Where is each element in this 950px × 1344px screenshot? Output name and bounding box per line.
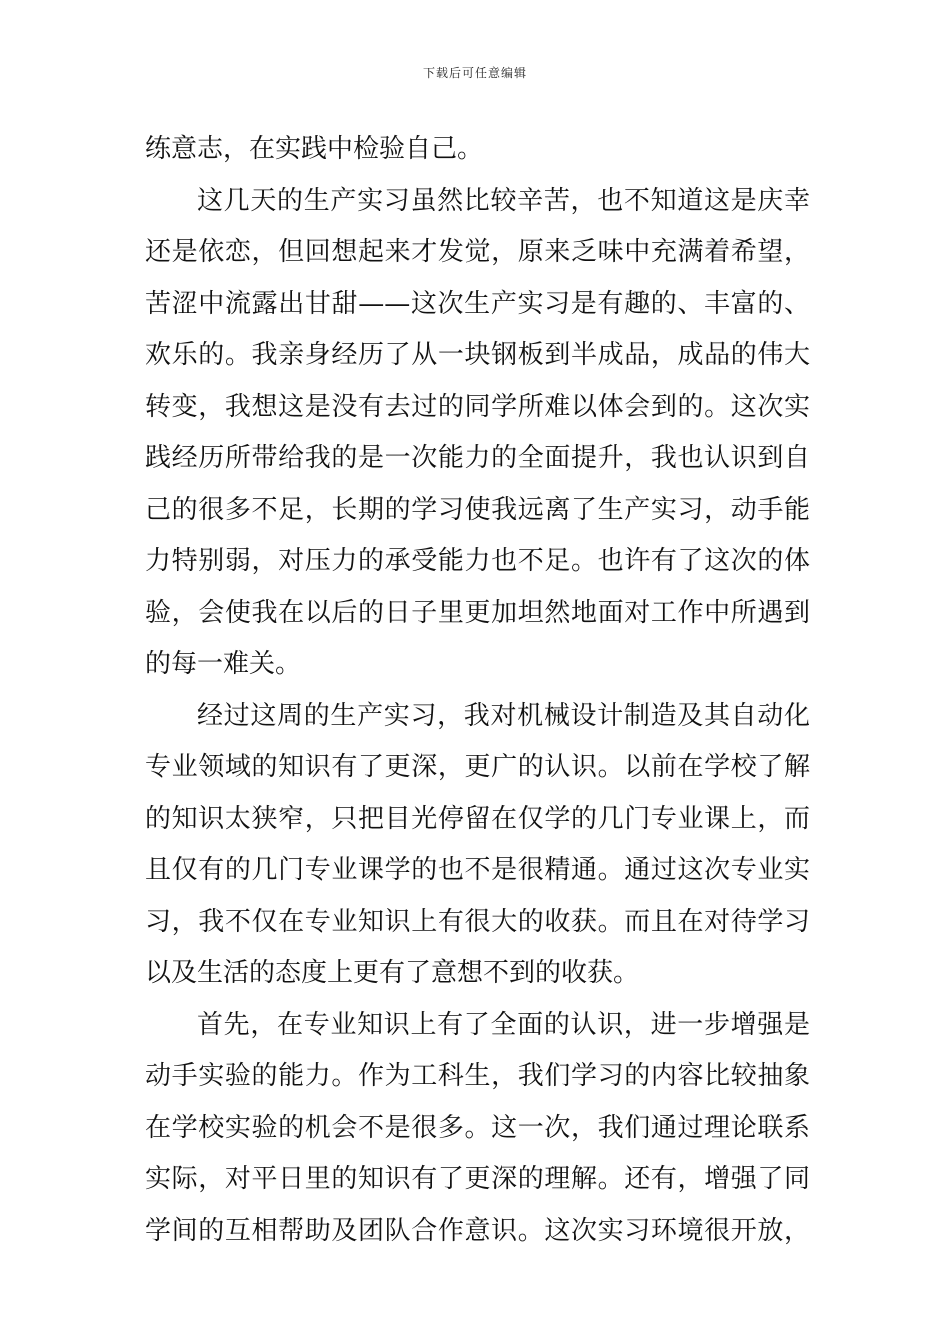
text-line: 的知识太狭窄，只把目光停留在仅学的几门专业课上，而	[145, 803, 810, 834]
text-line: 习，我不仅在专业知识上有很大的收获。而且在对待学习	[145, 906, 810, 937]
text-line: 验，会使我在以后的日子里更加坦然地面对工作中所遇到	[145, 597, 810, 628]
page-header-note: 下载后可任意编辑	[422, 66, 527, 80]
text-line: 践经历所带给我的是一次能力的全面提升，我也认识到自	[145, 443, 810, 473]
text-line: 转变，我想这是没有去过的同学所难以体会到的。这次实	[145, 391, 810, 422]
text-line: 且仅有的几门专业课学的也不是很精通。通过这次专业实	[145, 855, 810, 885]
text-line: 实际，对平日里的知识有了更深的理解。还有，增强了同	[145, 1164, 810, 1194]
text-line: 动手实验的能力。作为工科生，我们学习的内容比较抽象	[145, 1061, 810, 1091]
text-line: 首先，在专业知识上有了全面的认识，进一步增强是	[197, 1009, 810, 1040]
text-line: 在学校实验的机会不是很多。这一次，我们通过理论联系	[145, 1112, 810, 1143]
text-line: 的每一难关。	[145, 649, 302, 679]
text-line: 力特别弱，对压力的承受能力也不足。也许有了这次的体	[145, 546, 810, 576]
text-line: 还是依恋，但回想起来才发觉，原来乏味中充满着希望，	[145, 237, 810, 267]
text-line: 这几天的生产实习虽然比较辛苦，也不知道这是庆幸	[197, 185, 810, 216]
text-line: 经过这周的生产实习，我对机械设计制造及其自动化	[197, 700, 810, 731]
text-line: 己的很多不足，长期的学习使我远离了生产实习，动手能	[145, 494, 810, 525]
text-line: 专业领域的知识有了更深，更广的认识。以前在学校了解	[145, 752, 810, 782]
text-line: 学间的互相帮助及团队合作意识。这次实习环境很开放，	[145, 1215, 810, 1246]
text-line: 欢乐的。我亲身经历了从一块钢板到半成品，成品的伟大	[145, 340, 810, 370]
text-line: 以及生活的态度上更有了意想不到的收获。	[145, 958, 640, 988]
text-line: 苦涩中流露出甘甜——这次生产实习是有趣的、丰富的、	[145, 288, 810, 319]
document-body	[145, 130, 810, 1263]
text-line: 练意志，在实践中检验自己。	[145, 134, 484, 164]
